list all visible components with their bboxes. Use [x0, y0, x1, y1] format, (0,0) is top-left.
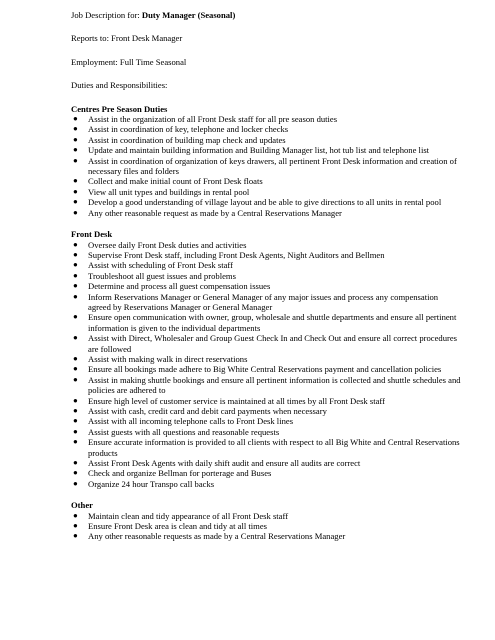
list-item [71, 364, 461, 374]
list-item-text: Any other reasonable request as made by a Central Reservations Manager [88, 207, 342, 218]
bullet-icon: ● [73, 124, 78, 134]
bullet-icon: ● [73, 333, 78, 343]
list-item [71, 208, 461, 218]
list-item-text: Assist with cash, credit card and debit card payments when necessary [88, 406, 327, 416]
job-title: Duty Manager (Seasonal) [141, 10, 236, 20]
list-item-text: Assist guests with all questions and reasonable requests [88, 426, 280, 437]
employment-line: Employment: Full Time Seasonal [71, 56, 187, 67]
bullet-icon: ● [73, 134, 78, 144]
list-item [71, 250, 461, 260]
bullet-icon: ● [73, 114, 78, 124]
bullet-icon: ● [73, 395, 78, 405]
list-item-text: Any other reasonable requests as made by a Central Reservations Manager [88, 531, 346, 542]
list-item [71, 396, 461, 406]
job-title-prefix: Job Description for: [71, 10, 142, 20]
bullet-icon: ● [73, 353, 78, 363]
list-item [71, 333, 461, 354]
list-item-text: Ensure Front Desk area is clean and tidy at all times [88, 521, 267, 532]
bullet-icon: ● [73, 478, 78, 488]
bullet-icon: ● [73, 207, 78, 217]
list-item [71, 292, 461, 313]
list-item-text: Ensure open communication with owner, group, wholesale and shuttle departments and ensure all pertinent information is given to the individual departments [88, 312, 457, 333]
list-item [71, 114, 461, 124]
other-duties-list [71, 511, 461, 542]
list-item [71, 260, 461, 270]
list-item-text: Assist in making shuttle bookings and ensure all pertinent information is collected and shuttle schedules and policies are adhered to [88, 374, 461, 396]
bullet-icon: ● [73, 260, 78, 270]
job-description-document [71, 10, 461, 553]
list-item-text: Check and organize Bellman for porterage and Buses [88, 468, 272, 479]
bullet-icon: ● [73, 186, 78, 196]
bullet-icon: ● [73, 374, 78, 384]
section-heading-other: Other [71, 500, 93, 511]
bullet-icon: ● [73, 437, 78, 447]
list-item [71, 312, 461, 333]
bullet-icon: ● [73, 281, 78, 291]
list-item [71, 468, 461, 478]
bullet-icon: ● [73, 521, 78, 531]
bullet-icon: ● [73, 312, 78, 322]
bullet-icon: ● [73, 249, 78, 259]
job-title-line [71, 10, 461, 20]
list-item-text: Update and maintain building information and Building Manager list, hot tub list and telephone list [88, 145, 430, 156]
list-item-text: Ensure high level of customer service is maintained at all times by all Front Desk staff [88, 395, 385, 406]
list-item-text: Assist in the organization of all Front Desk staff for all pre season duties [88, 114, 338, 125]
list-item [71, 240, 461, 250]
list-item [71, 375, 461, 396]
list-item [71, 511, 461, 521]
duties-heading: Duties and Responsibilities: [71, 80, 168, 91]
list-item-text: Assist with making walk in direct reservations [88, 353, 248, 364]
list-item [71, 521, 461, 531]
bullet-icon: ● [73, 364, 78, 374]
list-item-text: Develop a good understanding of village layout and be able to give directions to all units in rental pool [88, 197, 442, 208]
bullet-icon: ● [73, 468, 78, 478]
list-item-text: Maintain clean and tidy appearance of all Front Desk staff [88, 510, 289, 521]
list-item [71, 479, 461, 489]
list-item [71, 271, 461, 281]
list-item-text: Supervise Front Desk staff, including Front Desk Agents, Night Auditors and Bellmen [88, 249, 385, 260]
bullet-icon: ● [73, 291, 78, 301]
bullet-icon: ● [73, 426, 78, 436]
list-item [71, 176, 461, 186]
reports-to-line: Reports to: Front Desk Manager [71, 33, 183, 44]
list-item [71, 124, 461, 134]
list-item [71, 156, 461, 177]
list-item-text: Assist in coordination of building map check and updates [88, 134, 286, 145]
list-item-text: Organize 24 hour Transpo call backs [88, 478, 215, 489]
bullet-icon: ● [73, 270, 78, 280]
list-item-text: Assist Front Desk Agents with daily shift audit and ensure all audits are correct [88, 458, 361, 469]
list-item [71, 145, 461, 155]
list-item [71, 135, 461, 145]
section-heading-pre-season: Centres Pre Season Duties [71, 103, 168, 114]
bullet-icon: ● [73, 155, 78, 165]
bullet-icon: ● [73, 406, 78, 415]
list-item [71, 187, 461, 197]
list-item [71, 354, 461, 364]
list-item-text: Assist with scheduling of Front Desk staff [88, 260, 233, 271]
list-item [71, 416, 461, 426]
list-item-text: Inform Reservations Manager or General Manager of any major issues and process any compensation agreed by Reservations Manager or General Manager [88, 291, 439, 312]
bullet-icon: ● [73, 510, 78, 520]
list-item-text: Oversee daily Front Desk duties and activities [88, 239, 247, 250]
list-item-text: Determine and process all guest compensation issues [88, 281, 271, 292]
bullet-icon: ● [73, 458, 78, 468]
list-item-text: View all unit types and buildings in rental pool [88, 186, 250, 197]
list-item-text: Assist with all incoming telephone calls to Front Desk lines [88, 416, 294, 427]
section-heading-front-desk: Front Desk [71, 229, 113, 240]
list-item-text: Collect and make initial count of Front Desk floats [88, 176, 263, 187]
bullet-icon: ● [73, 145, 78, 155]
list-item [71, 427, 461, 437]
list-item-text: Troubleshoot all guest issues and problems [88, 270, 236, 281]
bullet-icon: ● [73, 176, 78, 186]
list-item [71, 458, 461, 468]
list-item-text: Assist in coordination of organization of keys drawers, all pertinent Front Desk information and creation of necessary files and folders [88, 155, 457, 177]
pre-season-duties-list [71, 114, 461, 218]
list-item-text: Ensure all bookings made adhere to Big White Central Reservations payment and cancellation policies [88, 364, 442, 375]
list-item [71, 406, 461, 416]
bullet-icon: ● [73, 416, 78, 426]
front-desk-duties-list [71, 240, 461, 490]
bullet-icon: ● [73, 197, 78, 207]
list-item [71, 197, 461, 207]
list-item [71, 437, 461, 458]
list-item-text: Assist in coordination of key, telephone and locker checks [88, 124, 289, 135]
list-item-text: Ensure accurate information is provided to all clients with respect to all Big White and Central Reservations products [88, 437, 460, 458]
bullet-icon: ● [73, 531, 78, 541]
list-item [71, 281, 461, 291]
bullet-icon: ● [73, 239, 78, 249]
list-item-text: Assist with Direct, Wholesaler and Group Guest Check In and Check Out and ensure all correct procedures are followed [88, 333, 458, 354]
list-item [71, 531, 461, 541]
